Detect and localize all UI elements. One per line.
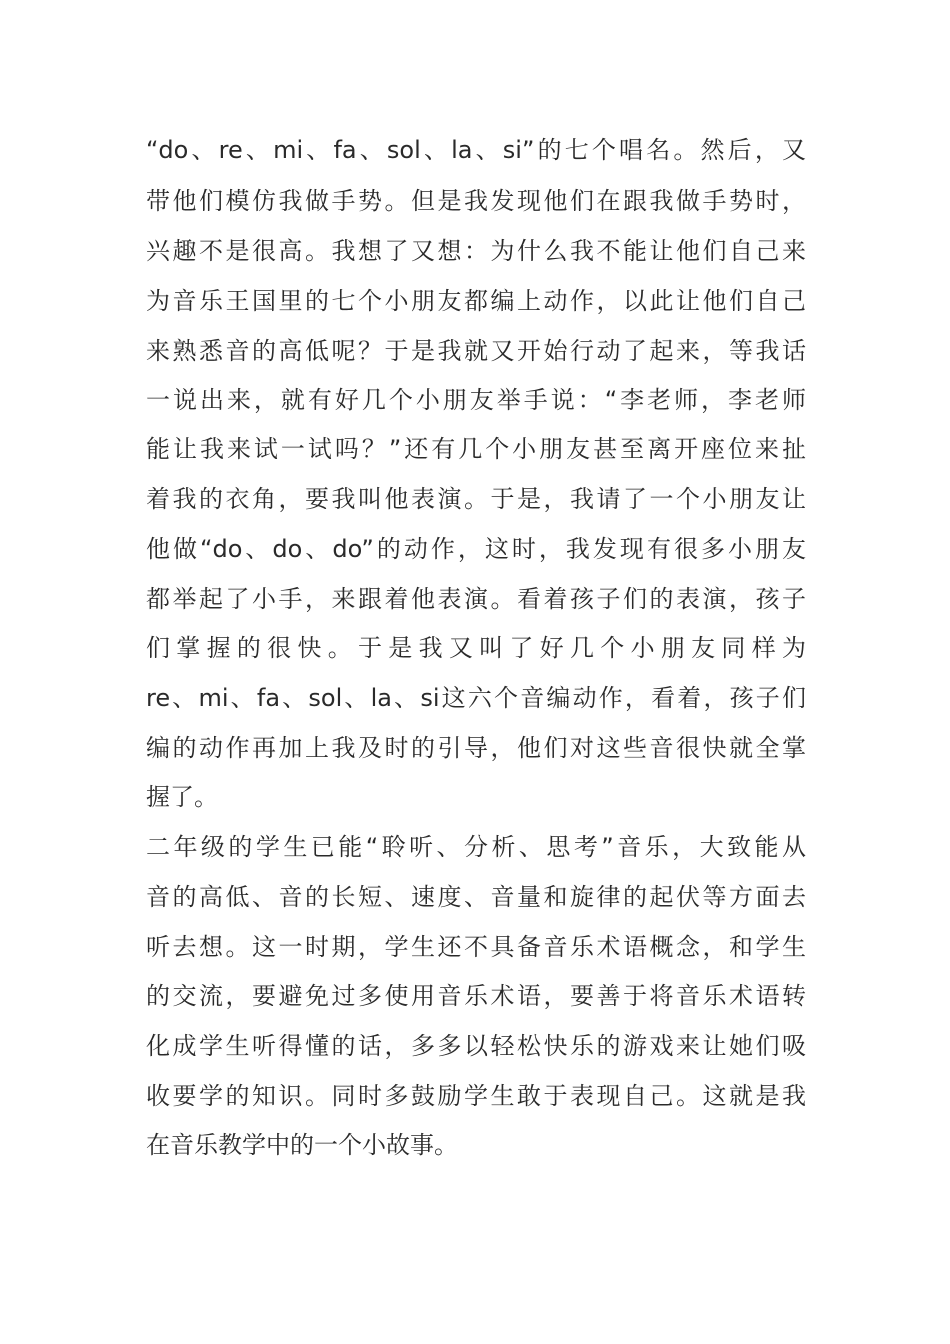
paragraph-line: 们掌握的很快。于是我又叫了好几个小朋友同样为 bbox=[146, 634, 806, 662]
paragraph-line: 着我的衣角，要我叫他表演。于是，我请了一个小朋友让 bbox=[146, 485, 806, 513]
paragraph-line: 听去想。这一时期，学生还不具备音乐术语概念，和学生 bbox=[146, 933, 806, 961]
paragraph-line: 编的动作再加上我及时的引导，他们对这些音很快就全掌 bbox=[146, 734, 806, 762]
paragraph-line: 带他们模仿我做手势。但是我发现他们在跟我做手势时， bbox=[146, 187, 806, 215]
paragraph-line: 来熟悉音的高低呢？于是我就又开始行动了起来，等我话 bbox=[146, 337, 806, 365]
paragraph-line: 他做“do、do、do”的动作，这时，我发现有很多小朋友 bbox=[146, 535, 806, 563]
paragraph-line: 化成学生听得懂的话，多多以轻松快乐的游戏来让她们吸 bbox=[146, 1032, 806, 1060]
paragraph-line: re、mi、fa、sol、la、si这六个音编动作，看着，孩子们 bbox=[146, 684, 806, 712]
paragraph-line: “do、re、mi、fa、sol、la、si”的七个唱名。然后，又 bbox=[146, 136, 806, 164]
paragraph-line-last: 在音乐教学中的一个小故事。 bbox=[146, 1131, 458, 1159]
paragraph-line: 兴趣不是很高。我想了又想：为什么我不能让他们自己来 bbox=[146, 237, 806, 265]
paragraph-line: 音的高低、音的长短、速度、音量和旋律的起伏等方面去 bbox=[146, 883, 806, 911]
paragraph-line: 为音乐王国里的七个小朋友都编上动作，以此让他们自己 bbox=[146, 287, 806, 315]
paragraph-line: 一说出来，就有好几个小朋友举手说：“李老师，李老师 bbox=[146, 386, 806, 414]
paragraph-line: 的交流，要避免过多使用音乐术语，要善于将音乐术语转 bbox=[146, 982, 806, 1010]
paragraph-line: 二年级的学生已能“聆听、分析、思考”音乐，大致能从 bbox=[146, 833, 806, 861]
paragraph-line: 都举起了小手，来跟着他表演。看着孩子们的表演，孩子 bbox=[146, 585, 806, 613]
paragraph-line: 能让我来试一试吗？”还有几个小朋友甚至离开座位来扯 bbox=[146, 435, 806, 463]
paragraph-line-last: 握了。 bbox=[146, 783, 218, 811]
paragraph-line: 收要学的知识。同时多鼓励学生敢于表现自己。这就是我 bbox=[146, 1082, 806, 1110]
